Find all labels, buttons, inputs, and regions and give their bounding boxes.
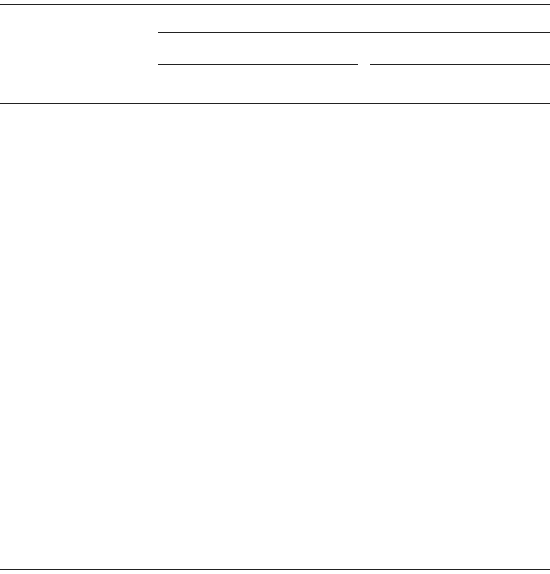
header-bottom-rule <box>0 103 550 104</box>
frequency-rule <box>158 32 550 33</box>
bottom-rule <box>0 569 550 570</box>
top-rule <box>0 4 550 5</box>
period-1-rule <box>158 64 358 65</box>
period-2-rule <box>370 64 550 65</box>
